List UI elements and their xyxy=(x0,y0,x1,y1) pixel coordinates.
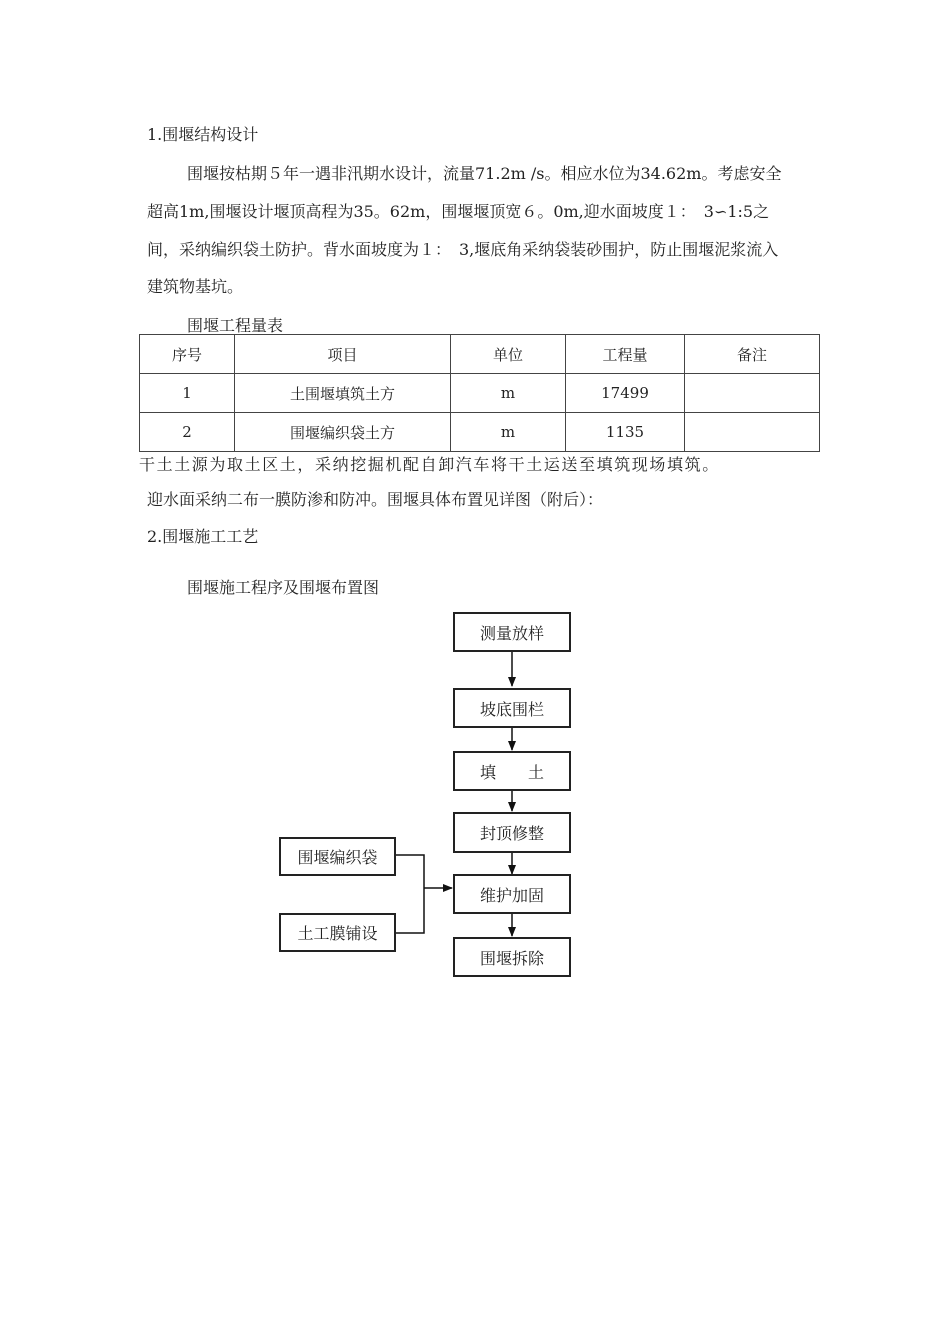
header-cell: 项目 xyxy=(235,335,451,374)
flow-step-box: 坡底围栏 xyxy=(453,688,571,728)
header-cell: 工程量 xyxy=(566,335,685,374)
section1-heading: 1.围堰结构设计 xyxy=(147,125,259,144)
flow-step-box: 围堰拆除 xyxy=(453,937,571,977)
table-caption: 围堰工程量表 xyxy=(187,316,284,335)
table-cell: 土围堰填筑土方 xyxy=(235,374,451,413)
para-line: 间，采纳编织袋土防护。背水面坡度为１： 3,堰底角采纳袋装砂围护，防止围堰泥浆流入 xyxy=(147,240,779,259)
para-line: 超高1m,围堰设计堰顶高程为35。62m，围堰堰顶宽６。0m,迎水面坡度１： 3∽1:5之 xyxy=(147,202,770,221)
after-table-line: 干土土源为取土区土，采纳挖掘机配自卸汽车将干土运送至填筑现场填筑。 xyxy=(139,455,720,474)
side-connector xyxy=(394,855,424,933)
para-line: 建筑物基坑。 xyxy=(147,277,244,296)
table-cell: 1135 xyxy=(566,413,685,452)
table-cell: 17499 xyxy=(566,374,685,413)
table-cell: 1 xyxy=(140,374,235,413)
table-cell: m xyxy=(451,413,566,452)
flow-step-box: 填 土 xyxy=(453,751,571,791)
flow-step-box: 维护加固 xyxy=(453,874,571,914)
flow-input-box: 土工膜铺设 xyxy=(279,913,396,952)
header-cell: 备注 xyxy=(685,335,820,374)
table-cell: 围堰编织袋土方 xyxy=(235,413,451,452)
header-cell: 序号 xyxy=(140,335,235,374)
flow-step-box: 测量放样 xyxy=(453,612,571,652)
section2-heading: 2.围堰施工工艺 xyxy=(147,527,259,546)
after-table-line: 迎水面采纳二布一膜防渗和防冲。围堰具体布置见详图（附后）： xyxy=(147,490,604,509)
header-cell: 单位 xyxy=(451,335,566,374)
table-cell: 2 xyxy=(140,413,235,452)
table-cell: m xyxy=(451,374,566,413)
flow-step-box: 封顶修整 xyxy=(453,812,571,853)
para-line: 围堰按枯期５年一遇非汛期水设计，流量71.2m /s。相应水位为34.62m。考虑安全 xyxy=(187,164,782,183)
flow-input-box: 围堰编织袋 xyxy=(279,837,396,876)
figure-caption: 围堰施工程序及围堰布置图 xyxy=(187,578,380,597)
